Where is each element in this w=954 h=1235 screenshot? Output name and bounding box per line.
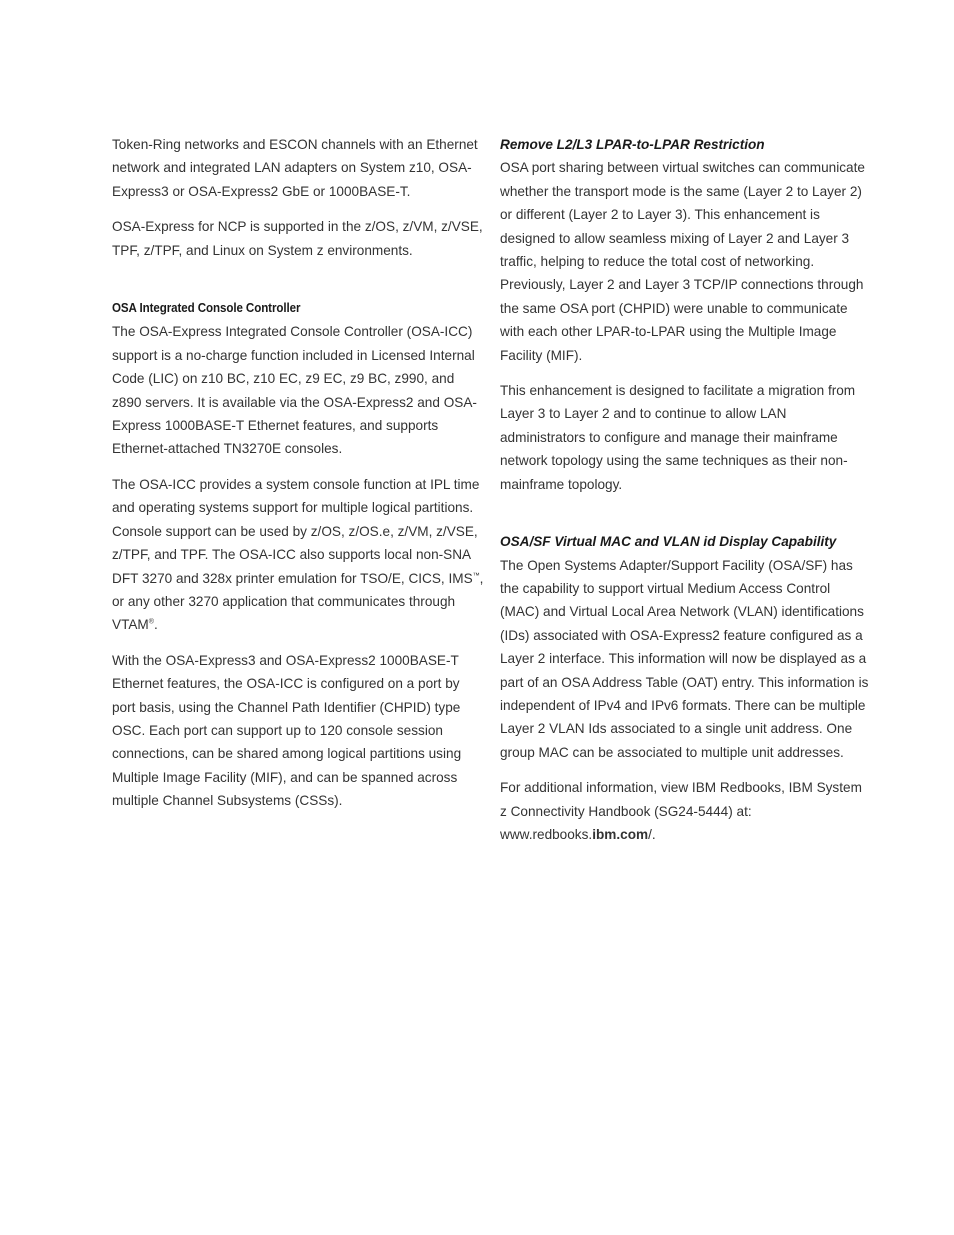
left-paragraph-5: With the OSA-Express3 and OSA-Express2 1000BASE-T Ethernet features, the OSA-ICC is configured on a port by port basis, using the Channel Path Identifier (CHPID) type OSC. Each port can support up to 120 console session connections, can be shared among logical partitions using Multiple Image Facility (MIF), and can be spanned across multiple Channel Subsystems (CSSs).	[112, 652, 462, 809]
left-paragraph-1: Token-Ring networks and ESCON channels with an Ethernet network and integrated LAN adapters on System z10, OSA-Express3 or OSA-Express2 GbE or 1000BASE-T.	[112, 137, 478, 199]
left-paragraph-3: The OSA-Express Integrated Console Controller (OSA-ICC) support is a no-charge function included in Licensed Internal Code (LIC) on z10 BC, z10 EC, z9 EC, z9 BC, z990, and z890 servers. It is available via the OSA-Express2 and OSA-Express 1000BASE-T Ethernet features, and supports Ethernet-attached TN3270E consoles.	[112, 324, 477, 457]
right-paragraph-4-text-a: For additional information, view IBM Redbooks, IBM System z Connectivity Handbook (SG24-5444) at: www.redbooks.	[500, 780, 862, 842]
left-paragraph-4-text-a: The OSA-ICC provides a system console function at IPL time and operating systems support for multiple logical partitions. Console support can be used by z/OS, z/OS.e, z/VM, z/VSE, z/TPF, and TPF. The OSA-ICC also supports local non-SNA DFT 3270 and 328x printer emulation for TSO/E, CICS, IMS	[112, 476, 480, 586]
right-column	[500, 133, 872, 858]
right-paragraph-1: OSA port sharing between virtual switches can communicate whether the transport mode is the same (Layer 2 to Layer 2) or different (Layer 2 to Layer 3). This enhancement is designed to allow seamless mixing of Layer 2 and Layer 3 traffic, helping to reduce the total cost of networking. Previously, Layer 2 and Layer 3 TCP/IP connections through the same OSA port (CHPID) were unable to communicate with each other LPAR-to-LPAR using the Multiple Image Facility (MIF).	[500, 160, 865, 363]
left-paragraph-4-text-b: , or any other 3270 application that communicates through VTAM	[112, 570, 484, 633]
right-paragraph-3: The Open Systems Adapter/Support Facility (OSA/SF) has the capability to support virtual Medium Access Control (MAC) and Virtual Local Area Network (VLAN) identifications (IDs) associated with OSA-Express2 feature configured as a Layer 2 interface. This information will now be displayed as a part of an OSA Address Table (OAT) entry. This information is independent of IPv4 and IPv6 formats. There can be multiple Layer 2 VLAN Ids associated to a single unit address. One group MAC can be associated to multiple unit addresses.	[500, 557, 869, 760]
section-heading-l2l3: Remove L2/L3 LPAR-to-LPAR Restriction	[500, 137, 765, 152]
left-column	[112, 133, 484, 825]
left-paragraph-4	[112, 473, 484, 637]
left-paragraph-2: OSA-Express for NCP is supported in the z/OS, z/VM, z/VSE, TPF, z/TPF, and Linux on System z environments.	[112, 219, 483, 258]
ibm-com-link-text[interactable]: ibm.com	[592, 826, 649, 842]
registered-symbol: ®	[148, 618, 154, 626]
left-paragraph-4-text-c: .	[153, 617, 158, 633]
right-paragraph-2: This enhancement is designed to facilitate a migration from Layer 3 to Layer 2 and to continue to allow LAN administrators to configure and manage their mainframe network topology using the same techniques as their non-mainframe topology.	[500, 383, 856, 492]
right-paragraph-4-text-b: /.	[648, 826, 656, 842]
section-spacer	[500, 508, 872, 530]
section-heading-text: OSA Integrated Console Controller	[112, 301, 301, 316]
section-heading-osa-sf: OSA/SF Virtual MAC and VLAN id Display Capability	[500, 534, 837, 550]
section-spacer	[112, 274, 484, 296]
section-heading-osa-icc	[112, 296, 484, 320]
trademark-symbol: ™	[472, 571, 480, 579]
right-paragraph-4	[500, 776, 872, 846]
